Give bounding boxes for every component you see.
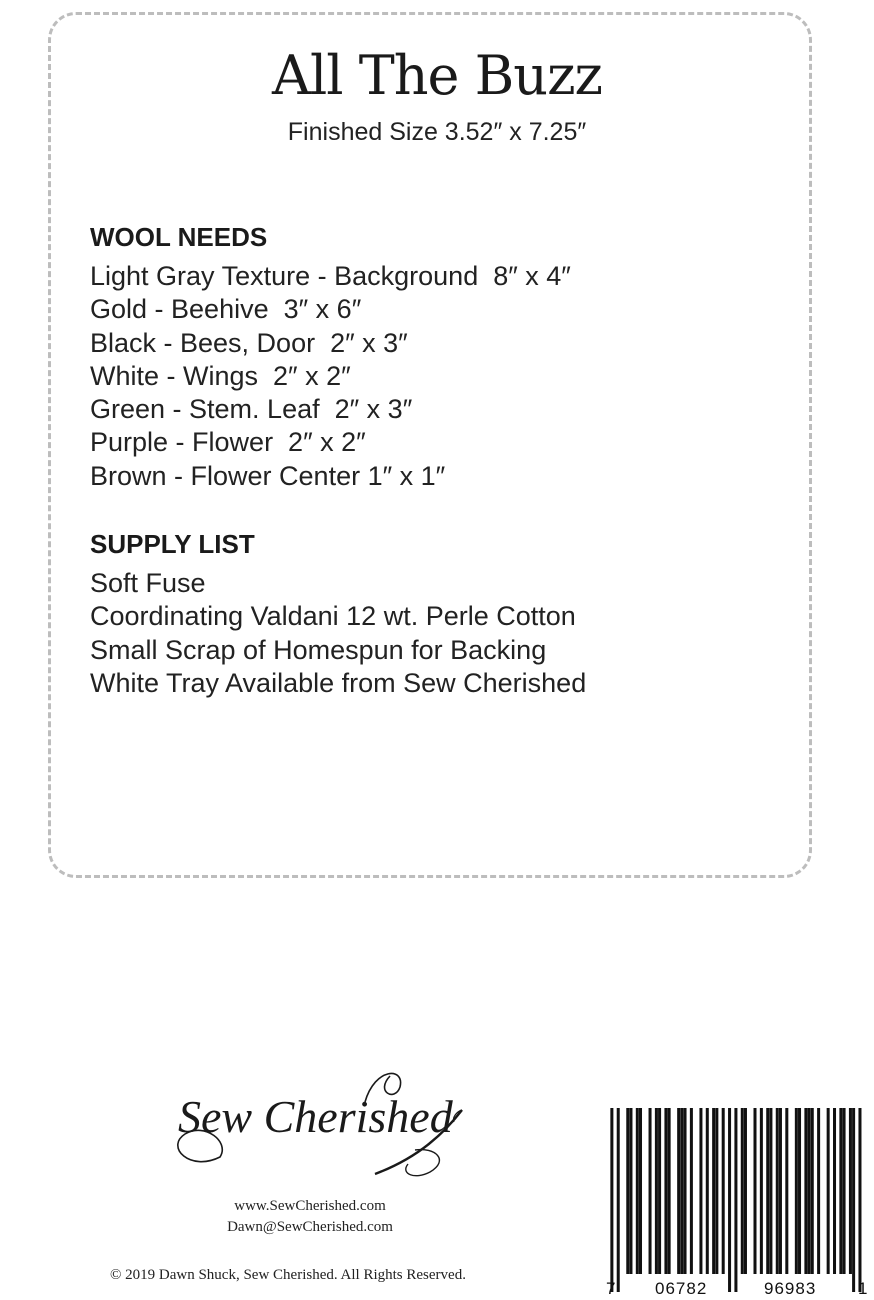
logo-wordmark: Sew Cherished	[178, 1091, 453, 1142]
barcode-bar	[617, 1108, 620, 1292]
barcode-bar	[779, 1108, 782, 1274]
barcode-bar	[677, 1108, 680, 1274]
website-link[interactable]: www.SewCherished.com	[234, 1198, 386, 1214]
barcode-bar	[680, 1108, 683, 1274]
barcode-bar	[785, 1108, 788, 1274]
list-item: Coordinating Valdani 12 wt. Perle Cotton	[90, 601, 576, 632]
email-link[interactable]: Dawn@SewCherished.com	[227, 1219, 393, 1235]
barcode-bar	[690, 1108, 693, 1274]
pattern-title: All The Buzz	[272, 44, 602, 107]
list-item: Brown - Flower Center 1″ x 1″	[90, 460, 446, 491]
copyright-notice: © 2019 Dawn Shuck, Sew Cherished. All Rights Reserved.	[110, 1267, 466, 1283]
barcode-bar	[804, 1108, 807, 1274]
barcode-bar	[610, 1108, 613, 1292]
list-item: Purple - Flower 2″ x 2″	[90, 427, 366, 458]
barcode-bar	[699, 1108, 702, 1274]
barcode-bar	[817, 1108, 820, 1274]
list-item: Soft Fuse	[90, 568, 206, 598]
barcode-bar	[858, 1108, 861, 1292]
barcode-bar	[722, 1108, 725, 1274]
barcode-bar	[833, 1108, 836, 1274]
barcode-group-right: 96983	[764, 1279, 817, 1298]
barcode-bar	[827, 1108, 830, 1274]
barcode-bar	[753, 1108, 756, 1274]
barcode-bar	[798, 1108, 801, 1274]
list-item: Light Gray Texture - Background 8″ x 4″	[90, 261, 571, 291]
barcode-bar	[636, 1108, 639, 1274]
barcode-bar	[629, 1108, 632, 1274]
barcode-bar	[839, 1108, 842, 1274]
barcode-bar	[776, 1108, 779, 1274]
barcode-digit-last: 1	[858, 1279, 869, 1298]
supply-list	[90, 567, 586, 700]
barcode-bar	[626, 1108, 629, 1274]
barcode-bar	[734, 1108, 737, 1292]
list-item: Small Scrap of Homespun for Backing	[90, 634, 547, 665]
wool-needs-list	[90, 260, 571, 493]
barcode-bar	[808, 1108, 811, 1274]
list-item: White - Wings 2″ x 2″	[90, 360, 351, 391]
barcode-bar	[760, 1108, 763, 1274]
barcode-bar	[639, 1108, 642, 1274]
barcode-bar	[664, 1108, 667, 1274]
barcode-bar	[706, 1108, 709, 1274]
barcode-bar	[658, 1108, 661, 1274]
list-item: White Tray Available from Sew Cherished	[90, 667, 587, 698]
barcode-bar	[728, 1108, 731, 1292]
finished-size: Finished Size 3.52″ x 7.25″	[287, 118, 587, 146]
list-item: Gold - Beehive 3″ x 6″	[90, 294, 362, 325]
barcode-bar	[766, 1108, 769, 1274]
supply-list-heading: SUPPLY LIST	[90, 529, 255, 559]
barcode-bar	[795, 1108, 798, 1274]
barcode-bar	[655, 1108, 658, 1274]
list-item: Green - Stem. Leaf 2″ x 3″	[90, 394, 413, 425]
barcode-bar	[769, 1108, 772, 1274]
barcode-bar	[684, 1108, 687, 1274]
barcode-digit-first: 7	[606, 1279, 617, 1298]
wool-needs-heading: WOOL NEEDS	[90, 222, 268, 252]
barcode-bar	[849, 1108, 852, 1274]
thread-loop-icon	[406, 1150, 440, 1176]
barcode-bar	[744, 1108, 747, 1274]
barcode-bar	[843, 1108, 846, 1274]
barcode-group-left: 06782	[655, 1279, 708, 1298]
upc-barcode	[604, 1108, 868, 1296]
sew-cherished-logo	[160, 1062, 470, 1182]
barcode-bar	[811, 1108, 814, 1274]
barcode-bar	[715, 1108, 718, 1274]
barcode-bar	[741, 1108, 744, 1274]
barcode-bar	[649, 1108, 652, 1274]
list-item: Black - Bees, Door 2″ x 3″	[90, 327, 408, 358]
barcode-bar	[668, 1108, 671, 1274]
barcode-bar	[852, 1108, 855, 1292]
barcode-bar	[712, 1108, 715, 1274]
